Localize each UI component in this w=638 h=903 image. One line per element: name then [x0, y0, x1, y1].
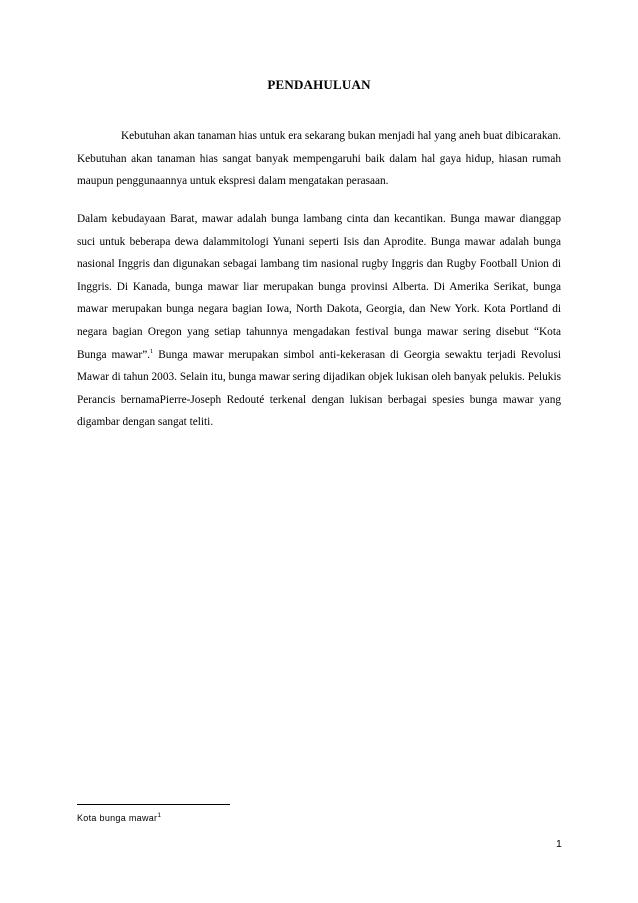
- footnote-mark: 1: [157, 812, 162, 819]
- footnote-divider: [77, 804, 230, 805]
- paragraph-culture-text-continued: Bunga mawar merupakan simbol anti-kekerasan di Georgia sewaktu terjadi Revolusi Mawar di tahun 2003. Selain itu, bunga mawar sering dijadikan objek lukisan oleh banyak pelukis. Pelukis Perancis bernamaPierre-Joseph Redouté terkenal dengan lukisan berbagai spesies bunga mawar yang digambar dengan sangat teliti.: [77, 348, 561, 429]
- footnote-reference[interactable]: 1: [150, 347, 154, 355]
- paragraph-intro: Kebutuhan akan tanaman hias untuk era sekarang bukan menjadi hal yang aneh buat dibicarakan. Kebutuhan akan tanaman hias sangat banyak mempengaruhi baik dalam hal gaya hidup, hiasan rumah maupun penggunaannya untuk ekspresi dalam mengatakan perasaan.: [77, 130, 561, 188]
- paragraph-culture-text: Dalam kebudayaan Barat, mawar adalah bunga lambang cinta dan kecantikan. Bunga mawar dianggap suci untuk beberapa dewa dalammitologi Yunani seperti Isis dan Aprodite. Bunga mawar adalah bunga nasional Inggris dan digunakan sebagai lambang tim nasional rugby Inggris dan Rugby Football Union di Inggris. Di Kanada, bunga mawar liar merupakan bunga provinsi Alberta. Di Amerika Serikat, bunga mawar merupakan bunga negara bagian Iowa, North Dakota, Georgia, dan New York. Kota Portland di negara bagian Oregon yang setiap tahunnya mengadakan festival bunga mawar sering disebut “Kota Bunga mawar”.: [77, 213, 561, 361]
- footnote: [77, 813, 161, 823]
- page-number: 1: [556, 838, 562, 850]
- paragraph-culture: [77, 208, 561, 434]
- footnote-text: Kota bunga mawar: [77, 813, 158, 823]
- page-title: PENDAHULUAN: [267, 77, 371, 92]
